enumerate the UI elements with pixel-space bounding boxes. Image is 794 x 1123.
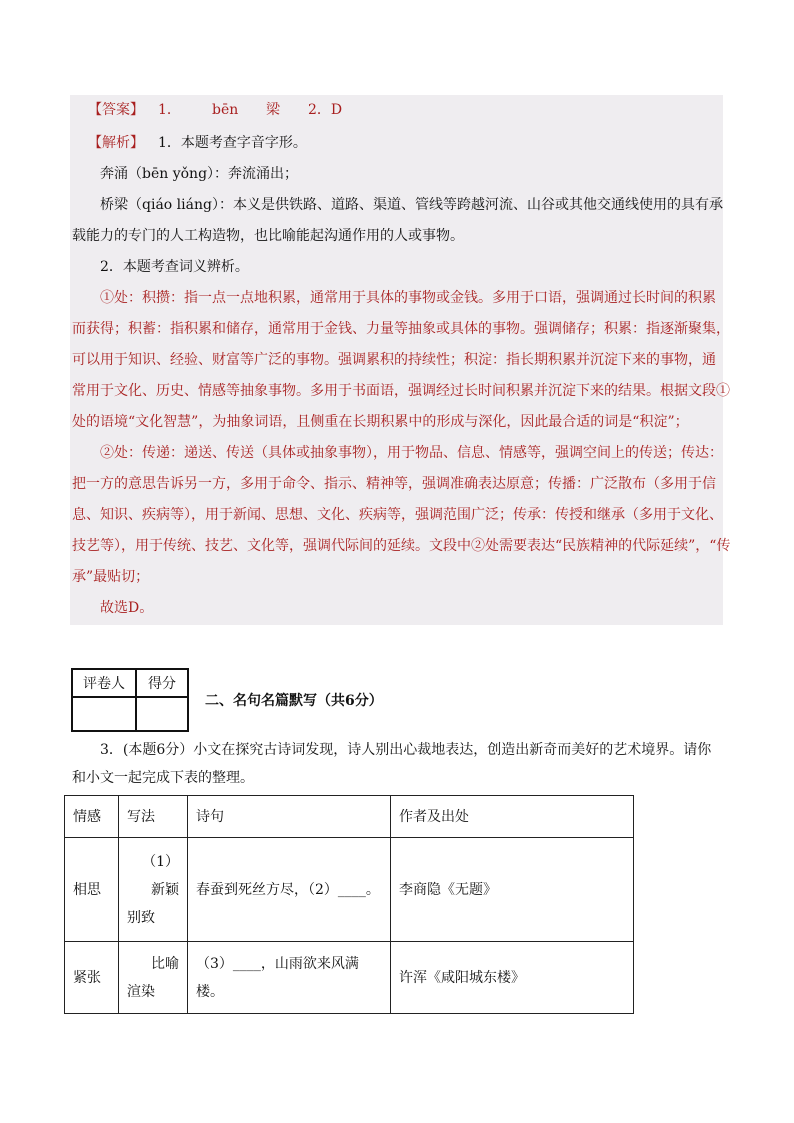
method-line: 比喻 <box>151 955 179 972</box>
analysis-line-4: 2．本题考查词义辨析。 <box>100 259 249 275</box>
row-verse: 春蚕到死丝方尽，（2）____。 <box>188 838 391 942</box>
analysis-p1-line: 可以用于知识、经验、财富等广泛的事物。强调累积的持续性；积淀：指长期积累并沉淀下来的事物，通 <box>72 352 716 368</box>
analysis-p1-line: 常用于文化、历史、情感等抽象事物。多用于书面语，强调经过长时间积累并沉淀下来的结果。根据文段① <box>72 383 730 399</box>
answer-pinyin: bēn <box>212 102 239 118</box>
header-emotion: 情感 <box>65 796 119 838</box>
analysis-label: 【解析】 <box>88 135 144 151</box>
question-line-2: 和小文一起完成下表的整理。 <box>72 770 254 786</box>
answer-part1: 1． <box>158 102 181 118</box>
method-line: （1） <box>142 853 179 870</box>
grader-cell <box>72 697 136 731</box>
answer-char: 梁 <box>266 102 280 118</box>
answer-label: 【答案】 <box>88 102 144 118</box>
row-verse: （3）____，山雨欲来风满楼。 <box>188 942 391 1014</box>
row-method <box>119 838 188 942</box>
analysis-p1-line: 处的语境“文化智慧”，为抽象词语，且侧重在长期积累中的形成与深化，因此最合适的词是“积淀”； <box>72 414 689 430</box>
analysis-p1-line: ①处：积攒：指一点一点地积累，通常用于具体的事物或金钱。多用于口语，强调通过长时间的积累 <box>100 290 716 306</box>
row-emotion: 紧张 <box>65 942 119 1014</box>
answer-part2: 2．D <box>308 102 343 118</box>
analysis-p2-line: 技艺等），用于传统、技艺、文化等，强调代际间的延续。文段中②处需要表达“民族精神的代际延续”，“传 <box>72 538 731 554</box>
analysis-p1-line: 而获得；积蓄：指积累和储存，通常用于金钱、力量等抽象或具体的事物。强调储存；积累：指逐渐聚集， <box>72 321 730 337</box>
score-cell <box>136 697 188 731</box>
analysis-conclusion: 故选D。 <box>100 600 154 616</box>
header-verse: 诗句 <box>188 796 391 838</box>
analysis-intro: 1．本题考查字音字形。 <box>158 135 307 151</box>
analysis-p2-line: 把一方的意思告诉另一方，多用于命令、指示、精神等，强调准确表达原意；传播：广泛散布（多用于信 <box>72 476 716 492</box>
analysis-line-1: 奔涌（bēn yǒng）：奔流涌出； <box>100 166 299 182</box>
analysis-p2-line: 息、知识、疾病等），用于新闻、思想、文化、疾病等，强调范围广泛；传承：传授和继承（多用于文化、 <box>72 507 723 523</box>
row-emotion: 相思 <box>65 838 119 942</box>
analysis-p2-line: 承”最贴切； <box>72 569 150 585</box>
header-method: 写法 <box>119 796 188 838</box>
grader-header: 评卷人 <box>72 669 136 697</box>
method-line: 别致 <box>127 909 155 926</box>
analysis-line-2: 桥梁（qiáo liáng）：本义是供铁路、道路、渠道、管线等跨越河流、山谷或其他交通线使用的具有承 <box>100 197 723 213</box>
row-source: 许浑《咸阳城东楼》 <box>391 942 634 1014</box>
grader-table <box>71 668 189 732</box>
table-header-row <box>65 796 634 838</box>
score-header: 得分 <box>136 669 188 697</box>
analysis-p2-line: ②处：传递：递送、传送（具体或抽象事物），用于物品、信息、情感等，强调空间上的传送；传达： <box>100 445 723 461</box>
header-source: 作者及出处 <box>391 796 634 838</box>
section-title: 二、名句名篇默写（共6分） <box>205 693 383 709</box>
table-row <box>65 838 634 942</box>
row-method <box>119 942 188 1014</box>
analysis-line-3: 载能力的专门的人工构造物，也比喻能起沟通作用的人或事物。 <box>72 228 464 244</box>
table-row <box>65 942 634 1014</box>
question-line-1: 3．(本题6分）小文在探究古诗词发现，诗人别出心裁地表达，创造出新奇而美好的艺术境界。请你 <box>100 742 712 758</box>
method-line: 新颖 <box>151 881 179 898</box>
method-line: 渲染 <box>127 983 155 1000</box>
poetry-table <box>64 795 634 1014</box>
row-source: 李商隐《无题》 <box>391 838 634 942</box>
